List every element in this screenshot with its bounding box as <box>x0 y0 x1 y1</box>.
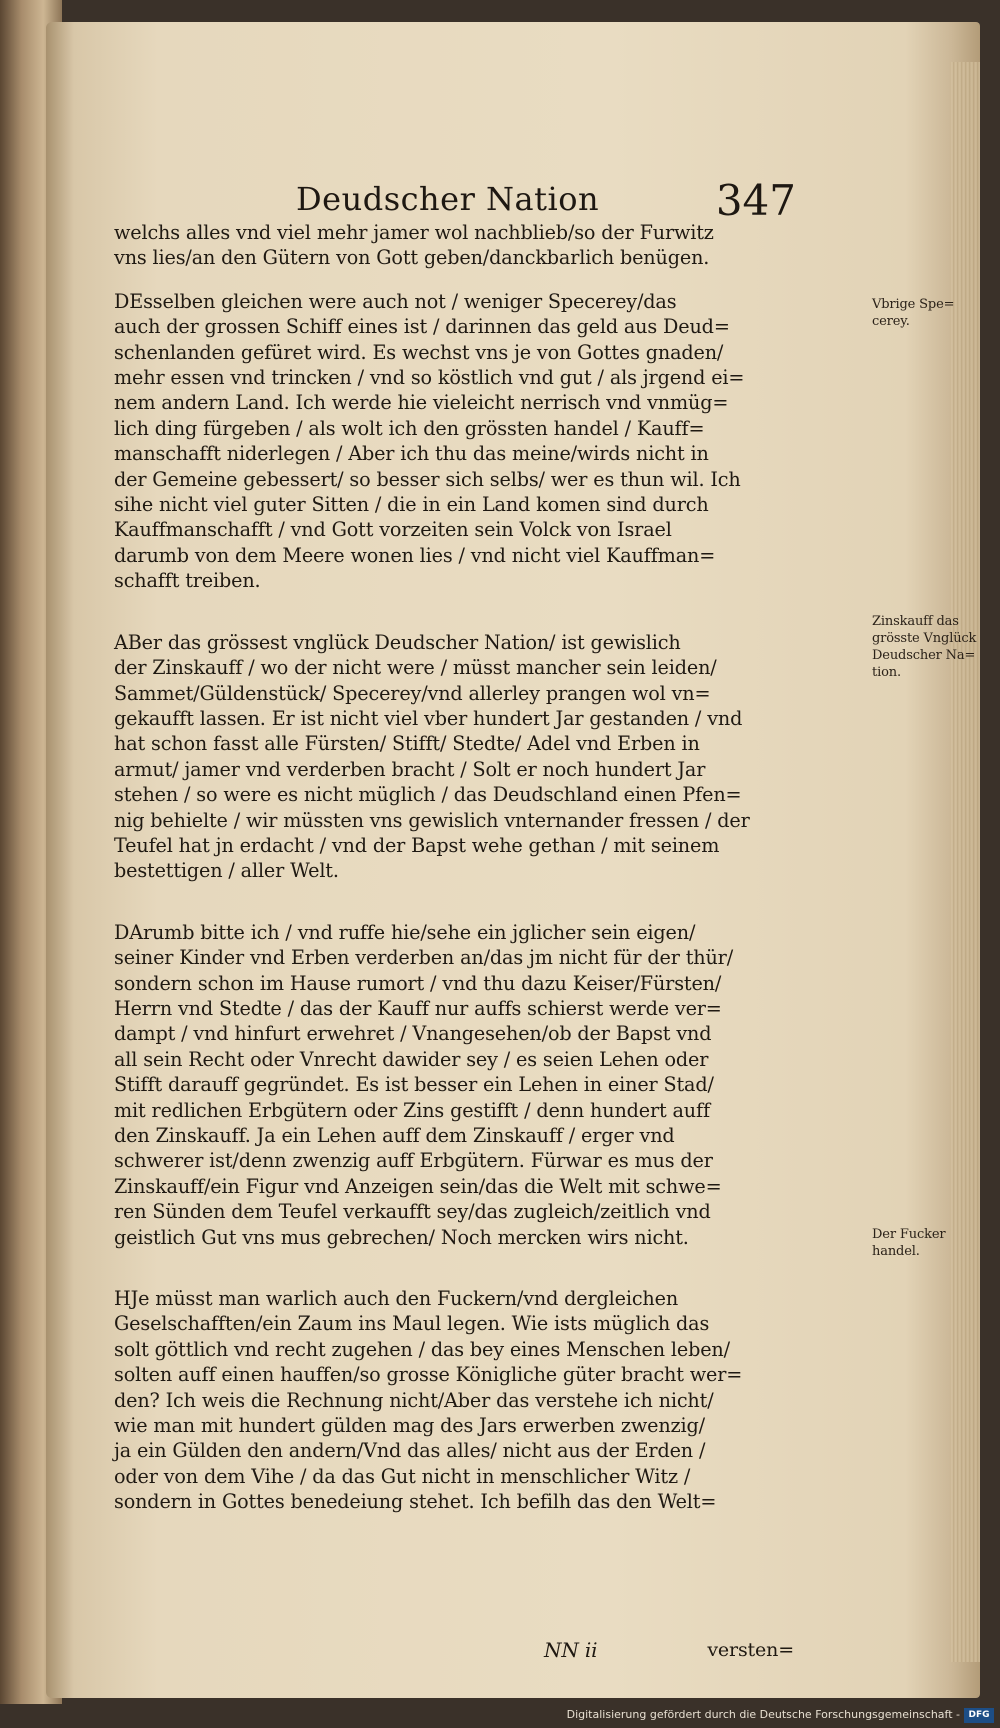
text-line: Herrn vnd Stedte / das der Kauff nur auffs schierst werde ver= <box>114 996 722 1020</box>
text-line: gekaufft lassen. Er ist nicht viel vber hundert Jar gestanden / vnd <box>114 706 743 730</box>
text-line: der Gemeine gebessert/ so besser sich selbs/ wer es thun wil. Ich <box>114 467 741 491</box>
text-line: Geselschafften/ein Zaum ins Maul legen. Wie ists müglich das <box>114 1312 710 1336</box>
page-number: 347 <box>715 176 796 225</box>
dfg-logo-badge: DFG <box>964 1708 994 1723</box>
footer-bar <box>0 1704 1000 1728</box>
body-text <box>114 220 977 1662</box>
text-line: HJe müsst man warlich auch den Fuckern/vnd dergleichen <box>114 1287 679 1311</box>
text-line: Kauffmanschafft / vnd Gott vorzeiten sein Volck von Israel <box>114 518 672 542</box>
text-line: oder von dem Vihe / da das Gut nicht in menschlicher Witz / <box>114 1464 691 1488</box>
paragraph-zinskauff <box>114 630 794 884</box>
text-line: nig behielte / wir müssten vns gewislich vnternander fressen / der <box>114 808 750 832</box>
margin-note: Vbrige Spe= cerey. <box>872 297 955 329</box>
text-line: seiner Kinder vnd Erben verderben an/das jm nicht für der thür/ <box>114 946 734 970</box>
text-line: mehr essen vnd trincken / vnd so köstlich vnd gut / als jrgend ei= <box>114 366 745 390</box>
text-line: all sein Recht oder Vnrecht dawider sey / es seien Lehen oder <box>114 1047 709 1071</box>
paragraph-specerey <box>114 289 794 594</box>
text-line: solten auff einen hauffen/so grosse Königliche güter bracht wer= <box>114 1363 743 1387</box>
text-line: Stifft darauff gegründet. Es ist besser ein Lehen in einer Stad/ <box>114 1073 714 1097</box>
paragraph-continuation <box>114 220 794 271</box>
running-head: Deudscher Nation <box>296 180 600 218</box>
text-line: dampt / vnd hinfurt erwehret / Vnangesehen/ob der Bapst vnd <box>114 1022 712 1046</box>
text-line: lich ding fürgeben / als wolt ich den grössten handel / Kauff= <box>114 416 705 440</box>
text-line: sondern schon im Hause rumort / vnd thu dazu Keiser/Fürsten/ <box>114 971 722 995</box>
text-line: stehen / so were es nicht müglich / das Deudschland einen Pfen= <box>114 783 742 807</box>
text-line: armut/ jamer vnd verderben bracht / Solt er noch hundert Jar <box>114 757 706 781</box>
margin-note: Der Fucker handel. <box>872 1227 946 1259</box>
text-line: schenlanden gefüret wird. Es wechst vns je von Gottes gnaden/ <box>114 340 724 364</box>
text-line: mit redlichen Erbgütern oder Zins gestifft / denn hundert auff <box>114 1098 710 1122</box>
text-line: den? Ich weis die Rechnung nicht/Aber das verstehe ich nicht/ <box>114 1388 714 1412</box>
book-page <box>46 22 980 1698</box>
text-line: den Zinskauff. Ja ein Lehen auff dem Zinskauff / erger vnd <box>114 1124 675 1147</box>
text-line: bestettigen / aller Welt. <box>114 859 339 883</box>
paragraph-darumb <box>114 920 794 1250</box>
text-line: solt göttlich vnd recht zugehen / das bey eines Menschen leben/ <box>114 1337 730 1361</box>
text-line: darumb von dem Meere wonen lies / vnd nicht viel Kauffman= <box>114 543 716 567</box>
text-line: nem andern Land. Ich werde hie vieleicht nerrisch vnd vnmüg= <box>114 391 729 415</box>
text-line: vns lies/an den Gütern von Gott geben/danckbarlich benügen. <box>114 246 710 270</box>
text-line: manschafft niderlegen / Aber ich thu das meine/wirds nicht in <box>114 442 709 466</box>
text-line: sondern in Gottes benedeiung stehet. Ich befilh das den Welt= <box>114 1490 717 1514</box>
text-line: welchs alles vnd viel mehr jamer wol nachblieb/so der Furwitz <box>114 221 714 244</box>
footer-credit: Digitalisierung gefördert durch die Deutsche Forschungsgemeinschaft - <box>566 1708 960 1721</box>
text-line: ja ein Gülden den andern/Vnd das alles/ nicht aus der Erden / <box>114 1439 706 1463</box>
text-line: geistlich Gut vns mus gebrechen/ Noch mercken wirs nicht. <box>114 1225 689 1249</box>
text-line: auch der grossen Schiff eines ist / darinnen das geld aus Deud= <box>114 315 730 339</box>
gathering-signature: NN ii <box>544 1638 598 1662</box>
catchword: versten= <box>707 1639 794 1661</box>
text-line: DEsselben gleichen were auch not / weniger Specerey/das <box>114 289 677 313</box>
catchwords-line <box>114 1638 794 1666</box>
text-line: schafft treiben. <box>114 569 261 593</box>
margin-note: Zinskauff das grösste Vnglück Deudscher Na= tion. <box>872 614 977 680</box>
text-line: Zinskauff/ein Figur vnd Anzeigen sein/das die Welt mit schwe= <box>114 1174 722 1198</box>
text-line: Teufel hat jn erdacht / vnd der Bapst wehe gethan / mit seinem <box>114 833 720 857</box>
paragraph-fucker <box>114 1286 794 1515</box>
text-line: ren Sünden dem Teufel verkaufft sey/das zugleich/zeitlich vnd <box>114 1200 711 1224</box>
text-line: ABer das grössest vnglück Deudscher Nation/ ist gewislich <box>114 630 681 654</box>
text-line: schwerer ist/denn zwenzig auff Erbgütern. Fürwar es mus der <box>114 1149 713 1173</box>
text-line: Sammet/Güldenstück/ Specerey/vnd allerley prangen wol vn= <box>114 681 711 705</box>
text-line: hat schon fasst alle Fürsten/ Stifft/ Stedte/ Adel vnd Erben in <box>114 732 700 756</box>
text-line: der Zinskauff / wo der nicht were / müsst mancher sein leiden/ <box>114 656 717 680</box>
text-line: wie man mit hundert gülden mag des Jars erwerben zwenzig/ <box>114 1414 705 1438</box>
text-line: sihe nicht viel guter Sitten / die in ein Land komen sind durch <box>114 493 709 517</box>
text-line: DArumb bitte ich / vnd ruffe hie/sehe ein jglicher sein eigen/ <box>114 920 696 944</box>
